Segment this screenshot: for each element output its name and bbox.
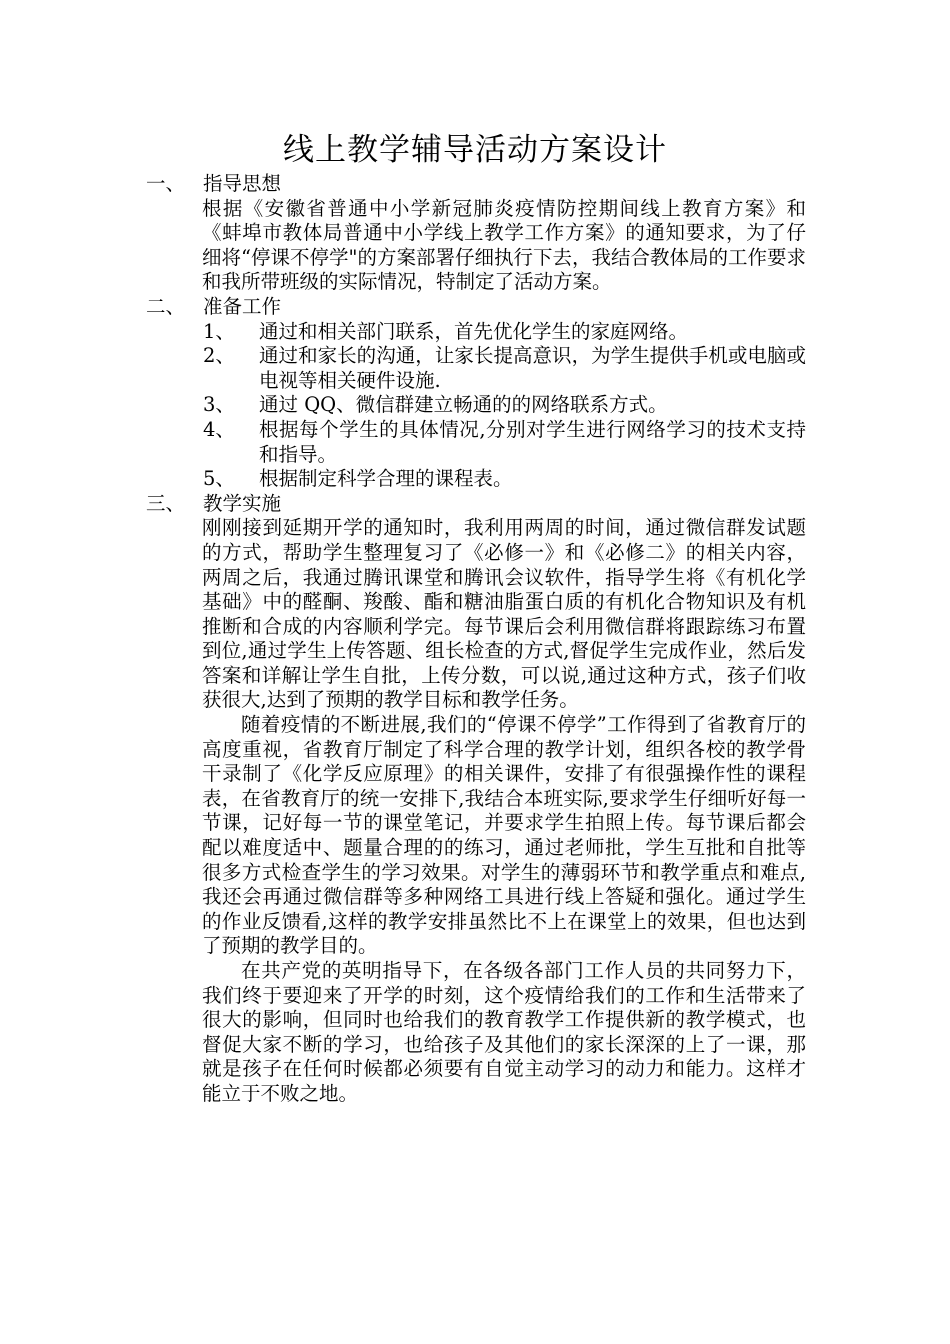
list-item bbox=[203, 320, 806, 345]
list-item bbox=[203, 418, 806, 467]
section-heading: 准备工作 bbox=[203, 294, 282, 318]
section-paragraph: 刚刚接到延期开学的通知时，我利用两周的时间，通过微信群发试题的方式，帮助学生整理复习了《必修一》和《必修二》的相关内容，两周之后，我通过腾讯课堂和腾讯会议软件，指导学生将《有机化学基础》中的醛酮、羧酸、酯和糖油脂蛋白质的有机化合物知识及有机推断和合成的内容顺利学完。每节课后会利用微信群将跟踪练习布置到位,通过学生上传答题、组长检查的方式,督促学生完成作业，然后发答案和详解让学生自批，上传分数，可以说,通过这种方式，孩子们收获很大,达到了预期的教学目标和教学任务。 bbox=[202, 516, 806, 712]
list-item-number: 1、 bbox=[203, 319, 235, 343]
list-item-text: 通过和相关部门联系，首先优化学生的家庭网络。 bbox=[259, 319, 689, 343]
list-item-number: 2、 bbox=[203, 344, 235, 368]
list-item-number: 3、 bbox=[203, 393, 235, 417]
section-heading-row bbox=[0, 492, 950, 517]
section-teaching-implementation bbox=[0, 492, 950, 1107]
list-item-text: 通过 QQ、微信群建立畅通的的网络联系方式。 bbox=[259, 393, 668, 417]
preparation-list bbox=[0, 320, 950, 492]
section-paragraph: 根据《安徽省普通中小学新冠肺炎疫情防控期间线上教育方案》和《蚌埠市教体局普通中小学线上教学工作方案》的通知要求，为了仔细将“停课不停学"的方案部署仔细执行下去，我结合教体局的工作要求和我所带班级的实际情况，特制定了活动方案。 bbox=[202, 196, 806, 294]
list-item bbox=[203, 467, 806, 492]
section-heading: 指导思想 bbox=[203, 172, 282, 195]
list-item-text: 根据每个学生的具体情况,分别对学生进行网络学习的技术支持和指导。 bbox=[259, 417, 806, 466]
list-item-number: 4、 bbox=[203, 417, 235, 441]
document-title: 线上教学辅导活动方案设计 bbox=[283, 132, 667, 168]
section-number: 三、 bbox=[146, 491, 186, 515]
section-number: 二、 bbox=[146, 294, 186, 318]
section-preparation bbox=[0, 295, 950, 492]
list-item-text: 根据制定科学合理的课程表。 bbox=[259, 467, 513, 491]
section-heading-row bbox=[0, 295, 950, 320]
section-heading: 教学实施 bbox=[203, 491, 282, 515]
section-number: 一、 bbox=[146, 172, 186, 195]
list-item-number: 5、 bbox=[203, 467, 235, 491]
section-paragraph: 在共产党的英明指导下，在各级各部门工作人员的共同努力下，我们终于要迎来了开学的时刻，这个疫情给我们的工作和生活带来了很大的影响，但同时也给我们的教育教学工作提供新的教学模式，也督促大家不断的学习，也给孩子及其他们的家长深深的上了一课，那就是孩子在任何时候都必须要有自觉主动学习的动力和能力。这样才能立于不败之地。 bbox=[202, 959, 806, 1105]
document-body bbox=[0, 172, 950, 1107]
list-item bbox=[203, 393, 806, 418]
section-paragraph: 随着疫情的不断进展,我们的“停课不停学”工作得到了省教育厅的高度重视，省教育厅制定了科学合理的教学计划，组织各校的教学骨干录制了《化学反应原理》的相关课件，安排了有很强操作性的课程表，在省教育厅的统一安排下,我结合本班实际,要求学生仔细听好每一节课，记好每一节的课堂笔记，并要求学生拍照上传。每节课后都会配以难度适中、题量合理的的练习，通过老师批，学生互批和自批等很多方式检查学生的学习效果。对学生的薄弱环节和教学重点和难点,我还会再通过微信群等多种网络工具进行线上答疑和强化。通过学生的作业反馈看,这样的教学安排虽然比不上在课堂上的效果，但也达到了预期的教学目的。 bbox=[202, 713, 806, 958]
section-heading-row bbox=[0, 172, 950, 197]
section-guiding-ideology bbox=[0, 172, 950, 295]
list-item bbox=[203, 344, 806, 393]
list-item-text: 通过和家长的沟通，让家长提高意识，为学生提供手机或电脑或电视等相关硬件设施. bbox=[259, 344, 806, 392]
